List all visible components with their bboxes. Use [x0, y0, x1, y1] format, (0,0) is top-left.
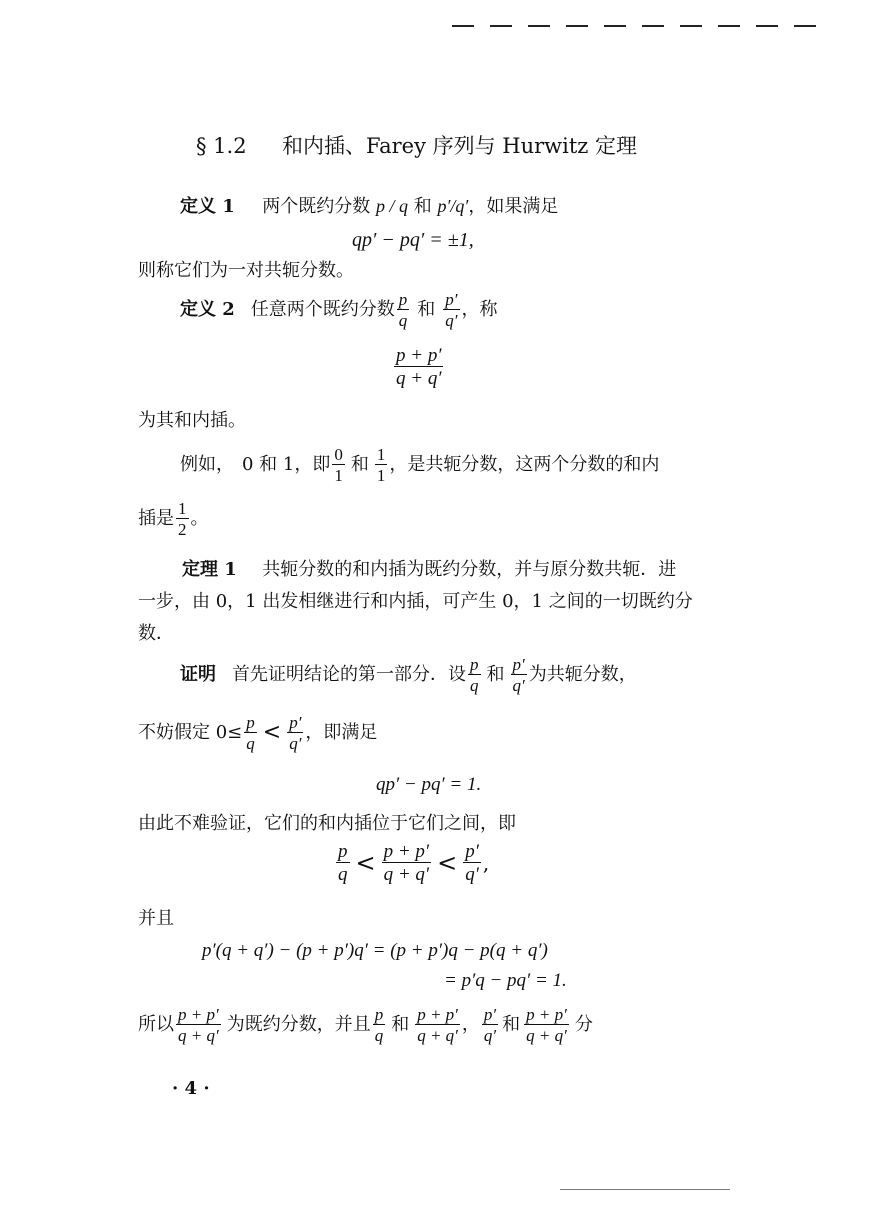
- proof-equation-2-line-2: = p′q − pq′ = 1.: [444, 970, 567, 991]
- definition-2-and: 和: [417, 299, 436, 320]
- bottom-scan-rule: [560, 1189, 730, 1190]
- proof-line-3: 由此不难验证，它们的和内插位于它们之间，即: [138, 813, 516, 834]
- section-number: § 1.2: [196, 134, 247, 158]
- fraction-mediant: $\frac{p + p'}{q + q'}$: [383, 841, 430, 885]
- section-heading: [196, 130, 637, 160]
- definition-2-display-fraction: $\frac{p + p'}{q + q'}$: [396, 345, 442, 389]
- definition-2-text-b: ，称: [461, 299, 498, 320]
- page-number: · 4 ·: [172, 1078, 210, 1099]
- fraction-p-q: $\frac{p}{q}$: [398, 290, 408, 330]
- example-and: 和: [350, 454, 369, 475]
- fraction-p-q: $\frac{p}{q}$: [374, 1005, 384, 1045]
- proof-equation-2-line-1: p′(q + q′) − (p + p′)q′ = (p + p′)q − p(q + q′): [202, 940, 548, 961]
- definition-1-and: 和: [413, 196, 432, 217]
- proof-and: 和: [486, 664, 505, 685]
- fraction-p-q: $\frac{p}{q}$: [470, 655, 479, 695]
- fraction-p-q: $\frac{p}{q}$: [338, 841, 348, 885]
- fraction-mediant: $\frac{p + p'}{q + q'}$: [417, 1005, 458, 1045]
- fraction-p-prime-q-prime: $\frac{p'}{q'}$: [483, 1005, 497, 1045]
- fraction-p-prime-q-prime: $\frac{p'}{q'}$: [289, 713, 302, 753]
- proof-last-and-1: 和: [391, 1014, 410, 1035]
- less-than-sign: <: [262, 720, 282, 745]
- example-text-a: 例如，: [180, 454, 234, 475]
- fraction-one-half: $\frac{1}{2}$: [178, 499, 187, 539]
- fraction-one-over-one: $\frac{1}{1}$: [376, 445, 386, 485]
- fraction-mediant: $\frac{p + p'}{q + q'}$: [178, 1005, 219, 1045]
- proof-last-text-c: 分: [574, 1014, 593, 1035]
- proof-last-line: [138, 1006, 593, 1044]
- example-line-1: [180, 446, 659, 484]
- proof-last-and-2: 和: [502, 1014, 521, 1035]
- section-title: 和内插、Farey 序列与 Hurwitz 定理: [281, 134, 638, 158]
- example-line-2-text-b: 。: [190, 508, 209, 529]
- inequality-comma: ,: [482, 851, 490, 875]
- fraction-zero-over-one: $\frac{0}{1}$: [334, 445, 343, 485]
- fraction-p-prime-q-prime: $\frac{p'}{q'}$: [445, 290, 458, 330]
- fraction-mediant: $\frac{p + p'}{q + q'}$: [526, 1005, 567, 1045]
- proof-line-2-text-a: 不妨假定 0≤: [138, 722, 243, 743]
- proof-last-text-a: 所以: [138, 1014, 174, 1035]
- definition-1-text-b: ，如果满足: [468, 196, 559, 217]
- definition-1-label: 定义 1: [180, 196, 235, 217]
- proof-line-1: [180, 656, 637, 694]
- top-dashed-rule: [452, 25, 816, 27]
- theorem-1-label: 定理 1: [182, 559, 237, 580]
- proof-text-b: 为共轭分数，: [528, 664, 637, 685]
- example-line-2-text-a: 插是: [138, 508, 174, 529]
- proof-last-text-b: 为既约分数，并且: [226, 1014, 371, 1035]
- theorem-1-line-1: [182, 561, 676, 579]
- example-text-b: 0 和 1，即: [242, 454, 331, 475]
- theorem-1-text-1: 共轭分数的和内插为既约分数，并与原分数共轭．进: [262, 559, 677, 580]
- proof-text-a: 首先证明结论的第一部分．设: [232, 664, 466, 685]
- definition-2-line: [180, 291, 498, 329]
- fraction-p-over-q: p / q: [376, 196, 409, 216]
- proof-line-2: [138, 714, 377, 752]
- fraction-p-prime-q-prime: $\frac{p'}{q'}$: [465, 841, 479, 885]
- proof-inequality: [334, 842, 489, 884]
- proof-label: 证明: [180, 664, 216, 685]
- example-line-2: [138, 500, 209, 538]
- proof-line-2-text-b: ，即满足: [305, 722, 378, 743]
- definition-1-equation: qp′ − pq′ = ±1,: [352, 229, 474, 251]
- proof-line-4: 并且: [138, 908, 174, 929]
- example-text-c: ，是共轭分数，这两个分数的和内: [389, 454, 660, 475]
- less-than-sign: <: [437, 849, 458, 877]
- proof-equation-1: qp′ − pq′ = 1.: [376, 774, 482, 795]
- definition-1-conclusion: 则称它们为一对共轭分数。: [138, 260, 354, 281]
- fraction-p-prime-q-prime: $\frac{p'}{q'}$: [512, 655, 525, 695]
- definition-2-conclusion: 为其和内插。: [138, 410, 246, 431]
- definition-1-line: [180, 197, 558, 216]
- definition-1-text-a: 两个既约分数: [262, 196, 371, 217]
- theorem-1-line-2: 一步，由 0，1 出发相继进行和内插，可产生 0，1 之间的一切既约分: [138, 591, 693, 612]
- fraction-p-q: $\frac{p}{q}$: [246, 713, 255, 753]
- definition-2-label: 定义 2: [180, 299, 235, 320]
- proof-last-comma: ，: [461, 1014, 480, 1035]
- definition-2-text-a: 任意两个既约分数: [250, 299, 395, 320]
- theorem-1-line-3: 数．: [138, 623, 174, 644]
- less-than-sign: <: [355, 849, 376, 877]
- fraction-p-prime-over-q-prime: p′/q′: [437, 196, 469, 216]
